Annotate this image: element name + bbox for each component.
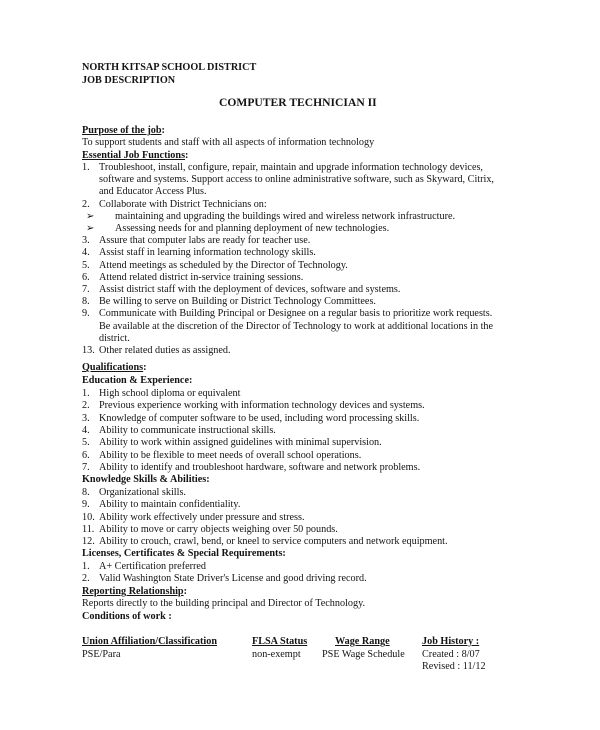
purpose-heading — [82, 125, 165, 137]
list-item-number: 9. — [82, 308, 90, 320]
list-item-number: 9. — [82, 499, 90, 511]
list-item-text: Knowledge of computer software to be used, including word processing skills. — [99, 412, 420, 424]
table-cell-flsa: non-exempt — [252, 649, 301, 660]
list-item-text: Communicate with Building Principal or Designee on a regular basis to prioritize work requests. — [99, 308, 493, 320]
list-item-text: Troubleshoot, install, configure, repair, maintain and upgrade information technology devices, — [99, 162, 483, 173]
table-cell-revised: Revised : 11/12 — [422, 661, 486, 672]
arrow-bullet-icon: ➢ — [86, 223, 95, 234]
reporting-heading-label: Reporting Relationship — [82, 586, 184, 597]
list-item-text: Previous experience working with information technology devices and systems. — [99, 400, 425, 412]
list-item-text: Ability to move or carry objects weighing over 50 pounds. — [99, 523, 338, 535]
list-item-number: 4. — [82, 424, 90, 436]
document-type: JOB DESCRIPTION — [82, 75, 176, 86]
list-item-text: Assure that computer labs are ready for teacher use. — [99, 235, 311, 247]
list-item-text: Ability to work within assigned guidelines with minimal supervision. — [99, 437, 382, 449]
list-item-text: Collaborate with District Technicians on: — [99, 198, 267, 210]
list-item-number: 8. — [82, 296, 90, 308]
list-item-number: 2. — [82, 573, 90, 585]
list-item-text: Ability to identify and troubleshoot hardware, software and network problems. — [99, 461, 421, 473]
list-item-text: Ability to maintain confidentiality. — [99, 499, 241, 511]
list-item-text: Organizational skills. — [99, 487, 186, 498]
essential-heading-colon: : — [185, 150, 189, 161]
table-header-wage: Wage Range — [335, 636, 390, 647]
list-item-number: 3. — [82, 235, 90, 247]
list-item-number: 11. — [82, 523, 95, 535]
qualifications-heading — [82, 362, 147, 374]
list-item-text: Ability to communicate instructional skills. — [99, 424, 276, 436]
list-item-text: High school diploma or equivalent — [99, 388, 241, 399]
list-item-text: Valid Washington State Driver's License and good driving record. — [99, 573, 367, 585]
list-item-number: 12. — [82, 536, 95, 548]
qualifications-heading-colon: : — [143, 362, 147, 373]
list-item-number: 7. — [82, 284, 90, 295]
list-item-text: maintaining and upgrading the buildings wired and wireless network infrastructure. — [115, 210, 456, 222]
table-header-history: Job History : — [422, 636, 480, 647]
list-item-number: 2. — [82, 198, 90, 210]
list-item-number: 1. — [82, 162, 90, 173]
conditions-heading: Conditions of work : — [82, 611, 172, 622]
list-item-text: Other related duties as assigned. — [99, 345, 231, 356]
list-item-text: Ability to crouch, crawl, bend, or kneel to service computers and network equipment. — [99, 536, 448, 548]
table-header-union: Union Affiliation/Classification — [82, 636, 217, 647]
list-item-text: district. — [99, 332, 130, 344]
list-item-number: 7. — [82, 461, 90, 473]
list-item-text: Be willing to serve on Building or District Technology Committees. — [99, 296, 376, 308]
list-item-number: 13. — [82, 345, 95, 356]
list-item-number: 5. — [82, 437, 90, 449]
reporting-text: Reports directly to the building principal and Director of Technology. — [82, 598, 366, 609]
list-item-number: 3. — [82, 412, 90, 424]
list-item-text: Ability work effectively under pressure and stress. — [99, 511, 305, 523]
list-item-number: 8. — [82, 487, 90, 498]
purpose-heading-colon: : — [161, 125, 165, 136]
list-item-number: 10. — [82, 511, 95, 523]
list-item-number: 5. — [82, 259, 90, 271]
table-cell-wage: PSE Wage Schedule — [322, 649, 405, 660]
page-title: COMPUTER TECHNICIAN II — [219, 96, 377, 109]
list-item-text: and Educator Access Plus. — [99, 186, 207, 198]
essential-heading — [82, 150, 188, 162]
essential-heading-label: Essential Job Functions — [82, 150, 186, 161]
list-item-text: Ability to be flexible to meet needs of overall school operations. — [99, 449, 362, 461]
table-cell-created: Created : 8/07 — [422, 649, 480, 660]
licenses-heading: Licenses, Certificates & Special Requirements: — [82, 548, 286, 559]
table-header-flsa: FLSA Status — [252, 636, 308, 647]
list-item-text: Assist district staff with the deployment of devices, software and systems. — [99, 284, 401, 295]
list-item-number: 2. — [82, 400, 90, 412]
list-item-number: 1. — [82, 388, 90, 399]
purpose-heading-label: Purpose of the job — [82, 125, 162, 136]
knowledge-heading: Knowledge Skills & Abilities: — [82, 474, 210, 485]
reporting-heading — [82, 586, 187, 598]
list-item-text: Be available at the discretion of the Director of Technology to work at additional locations in the — [99, 320, 494, 332]
arrow-bullet-icon: ➢ — [86, 210, 95, 222]
district-name: NORTH KITSAP SCHOOL DISTRICT — [82, 62, 257, 73]
list-item-text: Attend meetings as scheduled by the Director of Technology. — [99, 259, 348, 271]
list-item-number: 6. — [82, 271, 90, 283]
list-item-text: software and systems. Support access to online administrative software, such as Skyward, Citrix, — [99, 174, 494, 186]
table-cell-union: PSE/Para — [82, 649, 121, 660]
qualifications-heading-label: Qualifications — [82, 362, 144, 373]
list-item-text: Assist staff in learning information technology skills. — [99, 247, 316, 259]
list-item-number: 6. — [82, 449, 90, 461]
list-item-number: 1. — [82, 561, 90, 572]
purpose-text: To support students and staff with all aspects of information technology — [82, 137, 375, 148]
reporting-heading-colon: : — [183, 586, 188, 597]
list-item-text: Assessing needs for and planning deployment of new technologies. — [115, 223, 390, 234]
list-item-text: A+ Certification preferred — [99, 561, 207, 572]
education-heading: Education & Experience: — [82, 375, 193, 386]
list-item-number: 4. — [82, 247, 90, 259]
list-item-text: Attend related district in-service training sessions. — [99, 271, 304, 283]
